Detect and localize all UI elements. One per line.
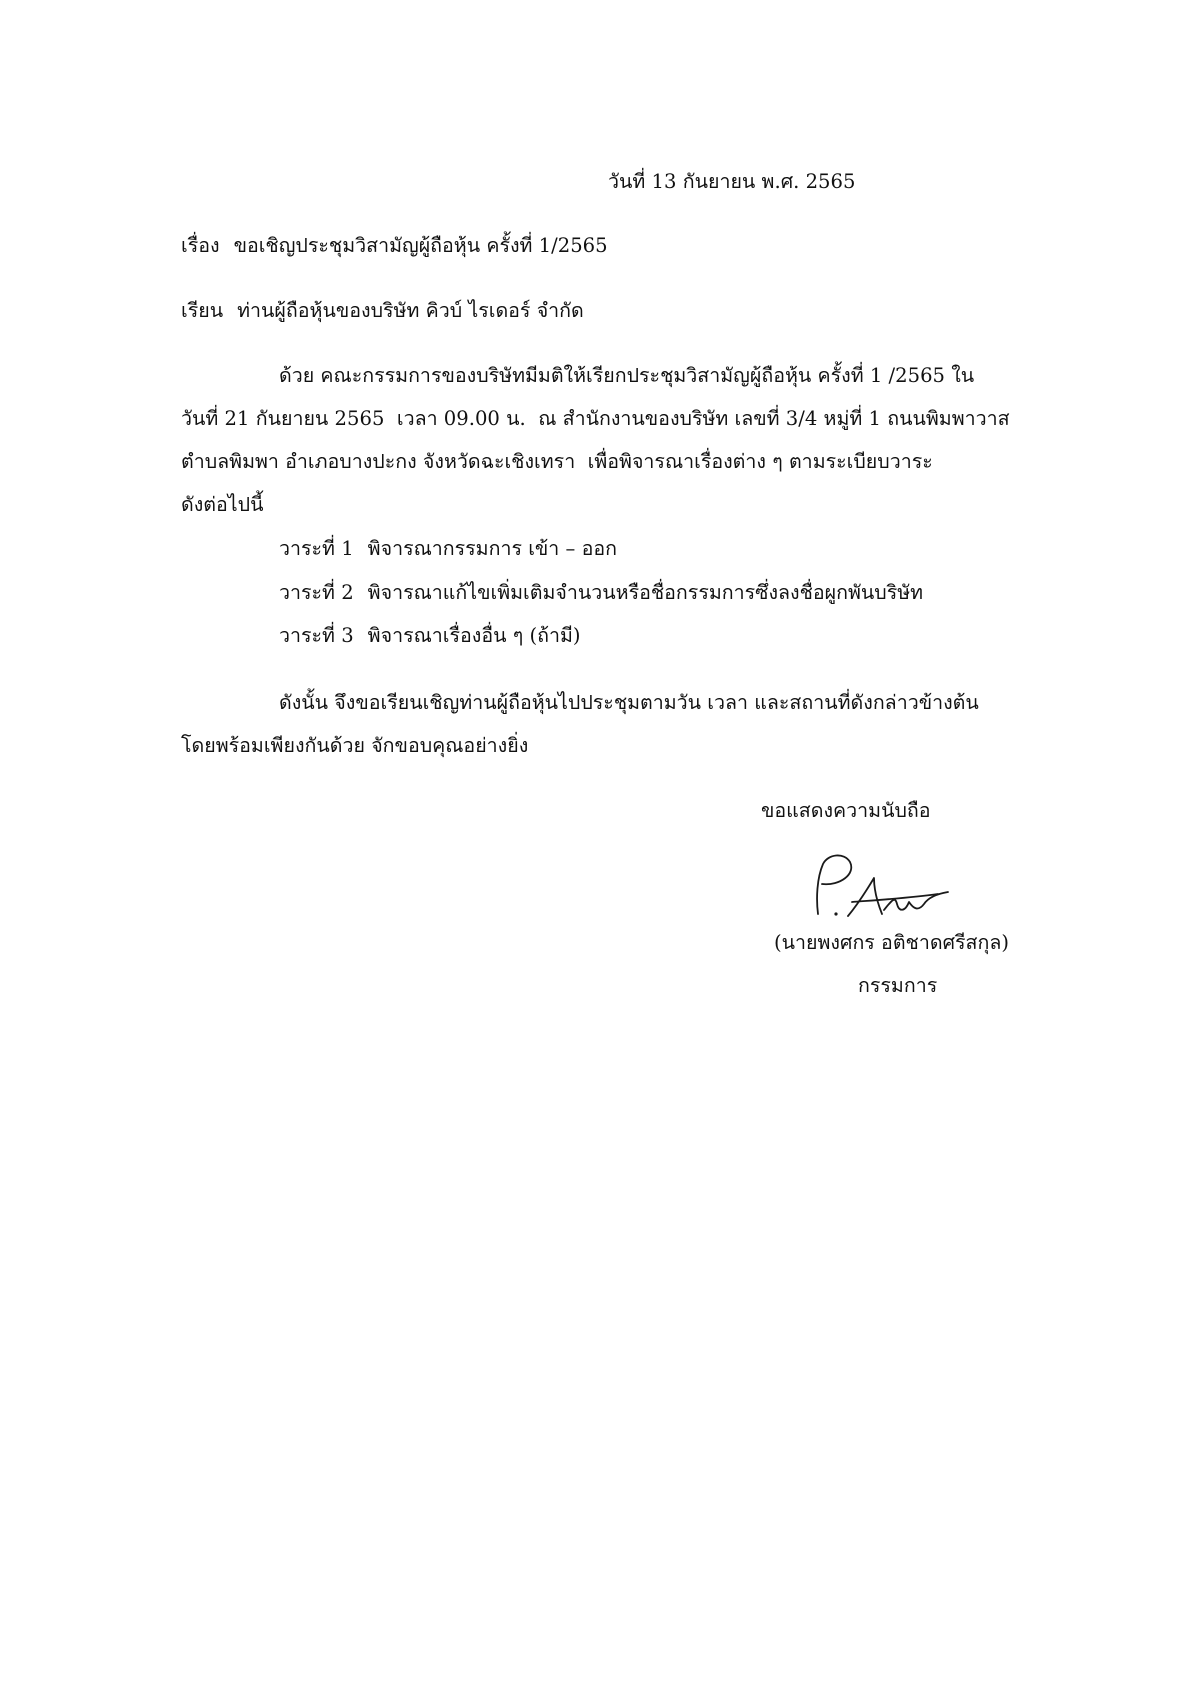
subject-label: เรื่อง (181, 234, 220, 257)
signoff: ขอแสดงความนับถือ (761, 799, 931, 822)
agenda-label: วาระที่ 3 (279, 624, 354, 647)
subject-line (181, 230, 608, 262)
agenda-text: พิจารณาแก้ไขเพิ่มเติมจำนวนหรือชื่อกรรมการซึ่งลงชื่อผูกพันบริษัท (367, 581, 924, 604)
recipient-line (181, 295, 584, 327)
agenda-label: วาระที่ 2 (279, 581, 354, 604)
agenda-item-2 (279, 577, 923, 609)
letter-date: วันที่ 13 กันยายน พ.ศ. 2565 (608, 170, 856, 193)
agenda-label: วาระที่ 1 (279, 537, 354, 560)
signatory-name: (นายพงศกร อติชาดศรีสกุล) (774, 931, 1010, 954)
signature-image (806, 852, 978, 936)
agenda-text: พิจารณากรรมการ เข้า – ออก (367, 537, 617, 560)
body-line-4: ดังต่อไปนี้ (181, 493, 264, 516)
body-line-2: วันที่ 21 กันยายน 2565 เวลา 09.00 น. ณ สำนักงานของบริษัท เลขที่ 3/4 หมู่ที่ 1 ถนนพิมพาวาส (181, 407, 1010, 430)
body-line-1: ด้วย คณะกรรมการของบริษัทมีมติให้เรียกประชุมวิสามัญผู้ถือหุ้น ครั้งที่ 1 /2565 ใน (279, 364, 975, 387)
agenda-text: พิจารณาเรื่องอื่น ๆ (ถ้ามี) (367, 624, 581, 647)
agenda-item-1 (279, 533, 617, 565)
body-line-3: ตำบลพิมพา อำเภอบางปะกง จังหวัดฉะเชิงเทรา เพื่อพิจารณาเรื่องต่าง ๆ ตามระเบียบวาระ (181, 450, 933, 473)
signatory-title: กรรมการ (858, 974, 938, 997)
closing-line-2: โดยพร้อมเพียงกันด้วย จักขอบคุณอย่างยิ่ง (181, 734, 529, 757)
closing-line-1: ดังนั้น จึงขอเรียนเชิญท่านผู้ถือหุ้นไปประชุมตามวัน เวลา และสถานที่ดังกล่าวข้างต้น (279, 691, 979, 714)
subject-text: ขอเชิญประชุมวิสามัญผู้ถือหุ้น ครั้งที่ 1/2565 (233, 234, 608, 257)
recipient-text: ท่านผู้ถือหุ้นของบริษัท คิวบ์ ไรเดอร์ จำกัด (237, 299, 584, 322)
agenda-item-3 (279, 620, 581, 652)
recipient-label: เรียน (181, 299, 224, 322)
